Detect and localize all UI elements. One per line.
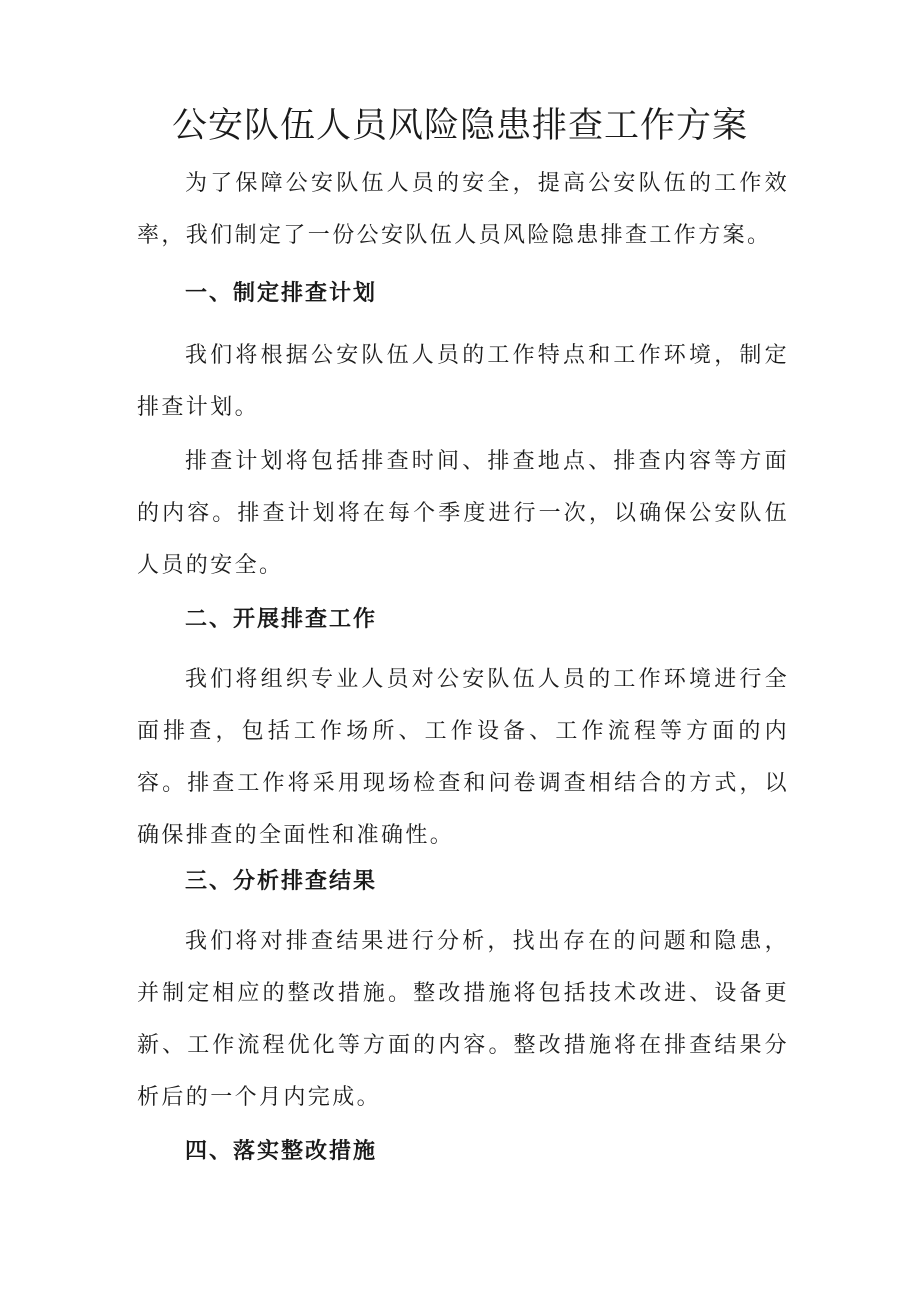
section-1-paragraph-1: 我们将根据公安队伍人员的工作特点和工作环境，制定排查计划。 (137, 343, 789, 420)
section-1-paragraph-2: 排查计划将包括排查时间、排查地点、排查内容等方面的内容。排查计划将在每个季度进行一次，以确保公安队伍人员的安全。 (137, 449, 789, 578)
section-3-paragraph-1: 我们将对排查结果进行分析，找出存在的问题和隐患，并制定相应的整改措施。整改措施将包括技术改进、设备更新、工作流程优化等方面的内容。整改措施将在排查结果分析后的一个月内完成。 (137, 929, 789, 1110)
section-heading-3: 三、分析排查结果 (185, 869, 378, 894)
section-2-paragraph-1: 我们将组织专业人员对公安队伍人员的工作环境进行全面排查，包括工作场所、工作设备、工作流程等方面的内容。排查工作将采用现场检查和问卷调查相结合的方式，以确保排查的全面性和准确性。 (137, 667, 789, 848)
section-heading-4: 四、落实整改措施 (185, 1139, 378, 1164)
section-heading-2: 二、开展排查工作 (185, 607, 378, 632)
section-heading-1: 一、制定排查计划 (185, 281, 378, 306)
document-title: 公安队伍人员风险隐患排查工作方案 (171, 106, 748, 146)
intro-paragraph: 为了保障公安队伍人员的安全，提高公安队伍的工作效率，我们制定了一份公安队伍人员风险隐患排查工作方案。 (137, 171, 789, 248)
